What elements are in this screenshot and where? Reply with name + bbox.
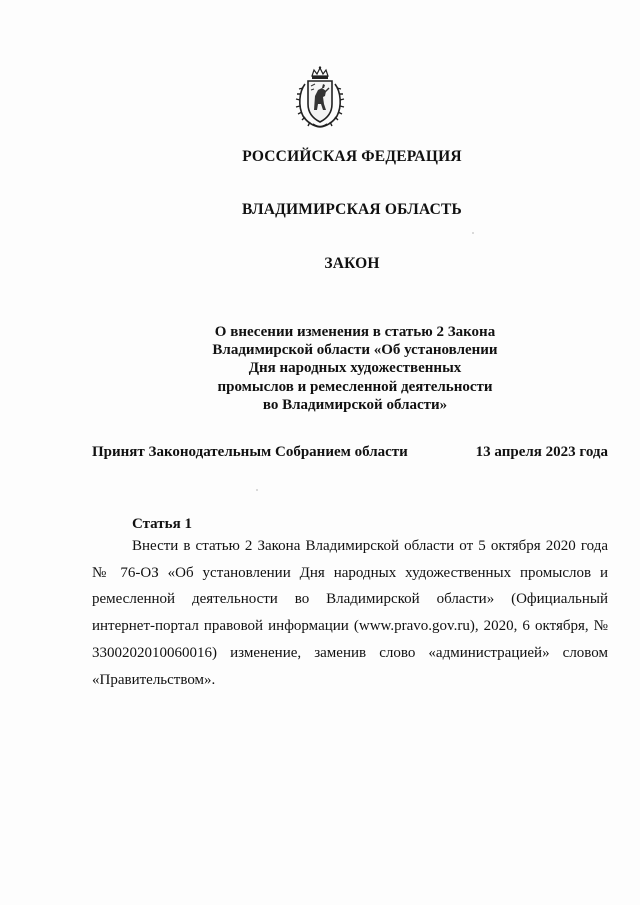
scan-speck	[472, 232, 474, 234]
law-title-line: во Владимирской области»	[262, 396, 448, 413]
law-title	[190, 323, 520, 414]
region-heading: ВЛАДИМИРСКАЯ ОБЛАСТЬ	[242, 201, 462, 218]
article-body: Внести в статью 2 Закона Владимирской области от 5 октября 2020 года № 76-ОЗ «Об установлении Дня народных художественных промыслов и ремесленной деятельности во Владимирской области» (Официальный интернет-портал правовой информации (www.pravo.gov.ru), 2020, 6 октября, № 3300202010060016) изменение, заменив слово «администрацией» словом «Правительством».	[92, 538, 608, 688]
federation-heading: РОССИЙСКАЯ ФЕДЕРАЦИЯ	[242, 148, 462, 165]
coat-of-arms-icon	[295, 66, 345, 130]
law-title-line: Дня народных художественных	[248, 360, 462, 377]
law-title-line: Владимирской области «Об установлении	[212, 342, 498, 359]
law-title-line: О внесении изменения в статью 2 Закона	[214, 324, 496, 340]
scan-speck	[256, 489, 258, 491]
law-heading: ЗАКОН	[324, 255, 380, 272]
article-title: Статья 1	[132, 516, 192, 532]
adopted-by-text: Принят Законодательным Собранием области	[92, 444, 408, 460]
adoption-date: 13 апреля 2023 года	[475, 444, 608, 460]
law-title-line: промыслов и ремесленной деятельности	[217, 378, 493, 395]
